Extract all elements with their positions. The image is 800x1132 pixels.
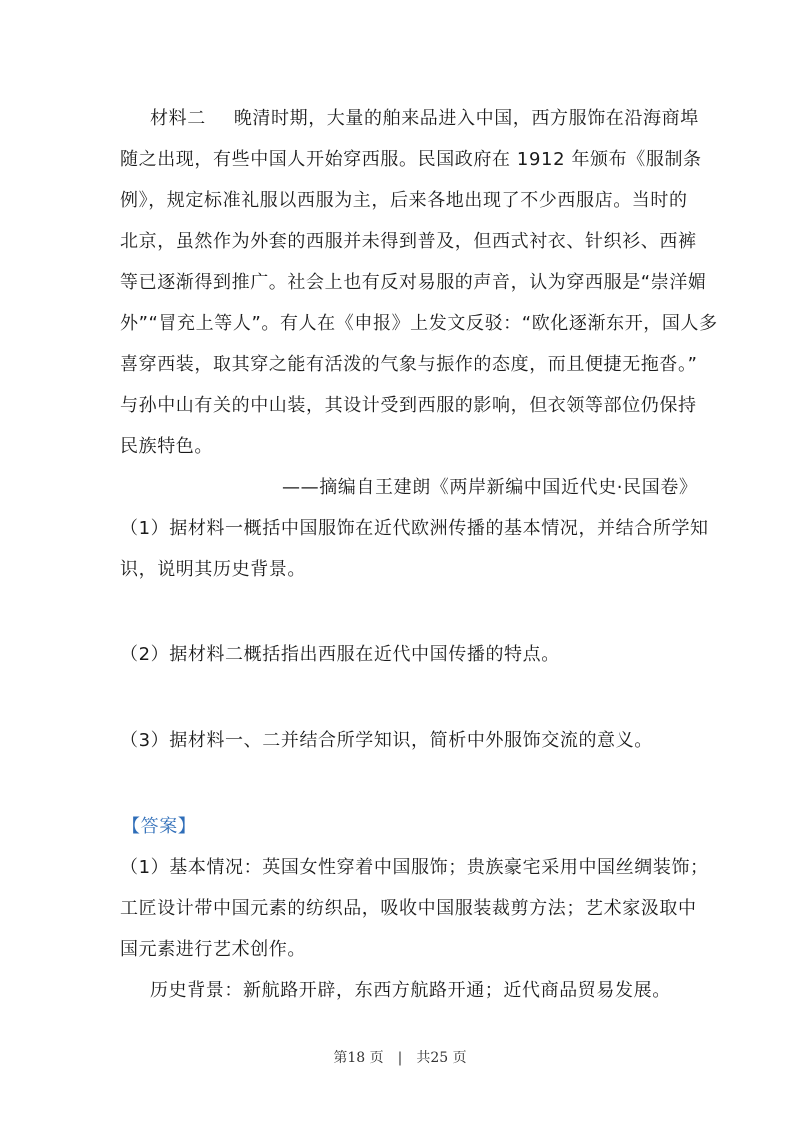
question-3: （3）据材料一、二并结合所学知识，简析中外服饰交流的意义。: [120, 730, 653, 751]
page-footer: [0, 1047, 800, 1067]
material2-line-6: 外”“冒充上等人”。有人在《申报》上发文反驳：“欧化逐渐东开，国人多: [120, 313, 718, 334]
question-1-line-1: （1）据材料一概括中国服饰在近代欧洲传播的基本情况，并结合所学知: [120, 518, 709, 539]
answer-tag: 【答案】: [122, 816, 197, 837]
material2-label: 材料二: [150, 108, 206, 129]
material2-line-1: 晚清时期，大量的舶来品进入中国，西方服饰在沿海商埠: [233, 108, 699, 129]
answer-line-2: 工匠设计带中国元素的纺织品，吸收中国服装裁剪方法；艺术家汲取中: [120, 898, 697, 919]
material2-line-5: 等已逐渐得到推广。社会上也有反对易服的声音，认为穿西服是“崇洋媚: [120, 272, 707, 293]
material2-line-9: 民族特色。: [120, 436, 213, 457]
material2-line-3: 例》，规定标准礼服以西服为主，后来各地出现了不少西服店。当时的: [120, 190, 688, 211]
answer-line-3: 国元素进行艺术创作。: [120, 939, 306, 960]
question-2: （2）据材料二概括指出西服在近代中国传播的特点。: [120, 644, 560, 665]
answer-line-1: （1）基本情况：英国女性穿着中国服饰；贵族豪宅采用中国丝绸装饰；: [120, 857, 709, 878]
material2-line-2: 随之出现，有些中国人开始穿西服。民国政府在 1912 年颁布《服制条: [120, 149, 702, 170]
answer-line-4: 历史背景：新航路开辟，东西方航路开通；近代商品贸易发展。: [150, 980, 671, 1001]
question-1-line-2: 识，说明其历史背景。: [120, 559, 306, 580]
material2-line-7: 喜穿西装，取其穿之能有活泼的气象与振作的态度，而且便捷无拖沓。”: [120, 354, 698, 375]
page-total: 共25 页: [416, 1050, 467, 1066]
page-number: 第18 页: [333, 1050, 384, 1066]
material2-line-4: 北京，虽然作为外套的西服并未得到普及，但西式衬衣、针织衫、西裤: [120, 231, 697, 252]
material2-line-8: 与孙中山有关的中山装，其设计受到西服的影响，但衣领等部位仍保持: [120, 395, 697, 416]
footer-separator: |: [397, 1050, 403, 1066]
material2-source: ——摘编自王建朗《两岸新编中国近代史·民国卷》: [282, 477, 698, 498]
material2-first-line: [150, 107, 699, 131]
